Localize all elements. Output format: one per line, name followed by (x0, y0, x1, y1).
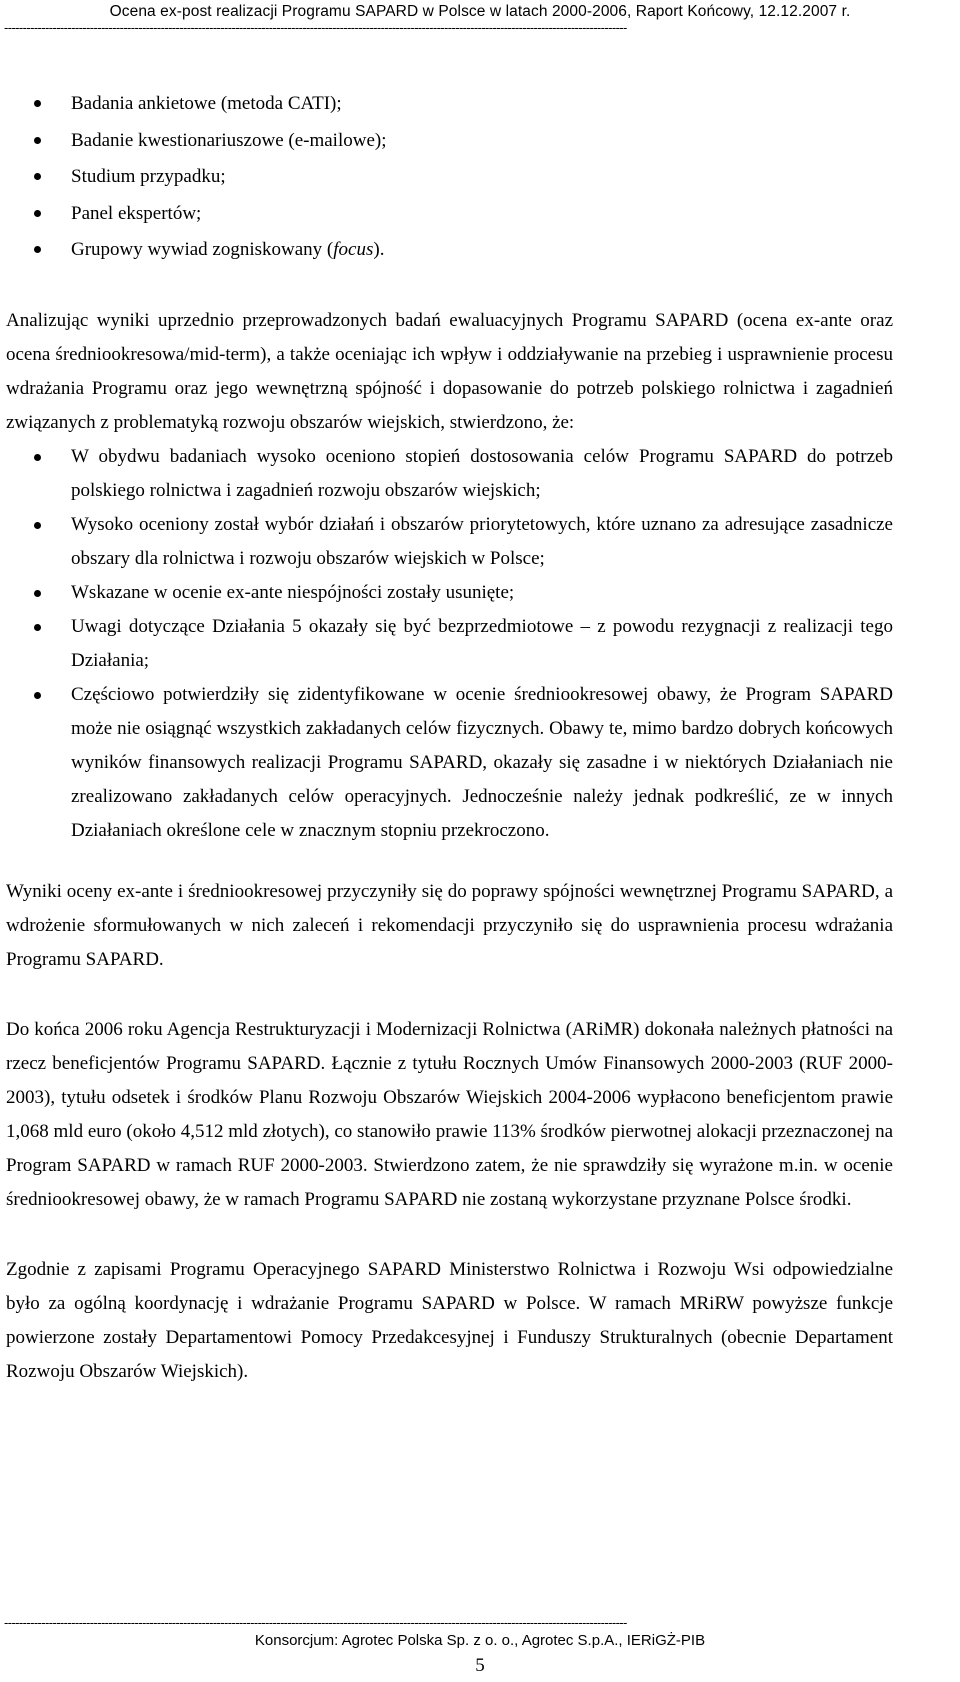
method-text: Badania ankietowe (metoda CATI); (71, 93, 342, 114)
method-text: Badanie kwestionariuszowe (e-mailowe); (71, 129, 387, 151)
list-item (6, 159, 893, 196)
list-item: Wysoko oceniony został wybór działań i obszarów priorytetowych, które uznano za adresujące zasadnicze obszary dla rolnictwa i rozwoju obszarów wiejskich w Polsce; (6, 508, 893, 576)
running-header-title: Ocena ex-post realizacji Programu SAPARD w Polsce w latach 2000-2006, Raport Końcowy, 12.12.2007 r. (109, 3, 851, 20)
list-item (6, 232, 893, 269)
list-item: Wskazane w ocenie ex-ante niespójności zostały usunięte; (6, 576, 893, 610)
method-text: Grupowy wywiad zogniskowany ( (71, 239, 334, 260)
method-text-tail: ). (373, 239, 385, 260)
method-text: Panel ekspertów; (71, 202, 202, 224)
intro-paragraph: Analizując wyniki uprzednio przeprowadzonych badań ewaluacyjnych Programu SAPARD (ocena ex-ante oraz ocena średniookresowa/mid-term), a także oceniając ich wpływ i oddziaływanie na przebieg i usprawnienie procesu wdrażania Programu oraz jego wewnętrzną spójność i dopasowanie do potrzeb polskiego rolnictwa i zagadnień związanych z problematyką rozwoju obszarów wiejskich, stwierdzono, że: (6, 309, 893, 433)
header-separator-line: ----------------------------------------------------------------------------------------------------------------------------------------------------------------------- (4, 21, 627, 35)
footer-consortium: Konsorcjum: Agrotec Polska Sp. z o. o., Agrotec S.p.A., IERiGŻ-PIB (254, 1632, 706, 1649)
list-item: Częściowo potwierdziły się zidentyfikowane w ocenie średniookresowej obawy, że Program SAPARD może nie osiągnąć wszystkich zakładanych celów fizycznych. Obawy te, mimo bardzo dobrych końcowych wyników finansowych realizacji Programu SAPARD, okazały się zasadne i w niektórych Działaniach nie zrealizowano zakładanych celów operacyjnych. Jednocześnie należy jednak podkreślić, ze w innych Działaniach określone cele w znacznym stopniu przekroczono. (6, 678, 893, 848)
list-item: Uwagi dotyczące Działania 5 okazały się być bezprzedmiotowe – z powodu rezygnacji z realizacji tego Działania; (6, 610, 893, 678)
list-item (6, 86, 893, 123)
paragraph-platnosci: Do końca 2006 roku Agencja Restrukturyzacji i Modernizacji Rolnictwa (ARiMR) dokonała należnych płatności na rzecz beneficjentów Programu SAPARD. Łącznie z tytułu Rocznych Umów Finansowych 2000-2003 (RUF 2000-2003), tytułu odsetek i środków Planu Rozwoju Obszarów Wiejskich 2004-2006 wypłacono beneficjentom prawie 1,068 mld euro (około 4,512 mld złotych), co stanowiło prawie 113% środków pierwotnej alokacji przeznaczonej na Program SAPARD w ramach RUF 2000-2003. Stwierdzono zatem, że nie sprawdziły się wyrażone m.in. w ocenie średniookresowej obawy, że w ramach Programu SAPARD nie zostaną wykorzystane przyznane Polsce środki. (6, 1018, 893, 1210)
method-text: Studium przypadku; (71, 166, 226, 187)
paragraph-spojnosc: Wyniki oceny ex-ante i średniookresowej przyczyniły się do poprawy spójności wewnętrznej Programu SAPARD, a wdrożenie sformułowanych w nich zaleceń i rekomendacji przyczyniło się do usprawnienia procesu wdrażania Programu SAPARD. (6, 880, 893, 970)
research-methods-list (6, 86, 893, 269)
page-body (6, 86, 893, 1389)
method-text-italic: focus (333, 239, 374, 260)
list-item (6, 123, 893, 160)
list-item (6, 196, 893, 233)
footer-separator-line: ----------------------------------------------------------------------------------------------------------------------------------------------------------------------- (4, 1616, 627, 1630)
paragraph-koordynacja: Zgodnie z zapisami Programu Operacyjnego SAPARD Ministerstwo Rolnictwa i Rozwoju Wsi odpowiedzialne było za ogólną koordynację i wdrażanie Programu SAPARD w Polsce. W ramach MRiRW powyższe funkcje powierzone zostały Departamentowi Pomocy Przedakcesyjnej i Funduszy Strukturalnych (obecnie Departament Rozwoju Obszarów Wiejskich). (6, 1258, 893, 1382)
list-item: W obydwu badaniach wysoko oceniono stopień dostosowania celów Programu SAPARD do potrzeb polskiego rolnictwa i zagadnień rozwoju obszarów wiejskich; (6, 440, 893, 508)
findings-list (6, 440, 893, 848)
page-number: 5 (475, 1655, 485, 1676)
